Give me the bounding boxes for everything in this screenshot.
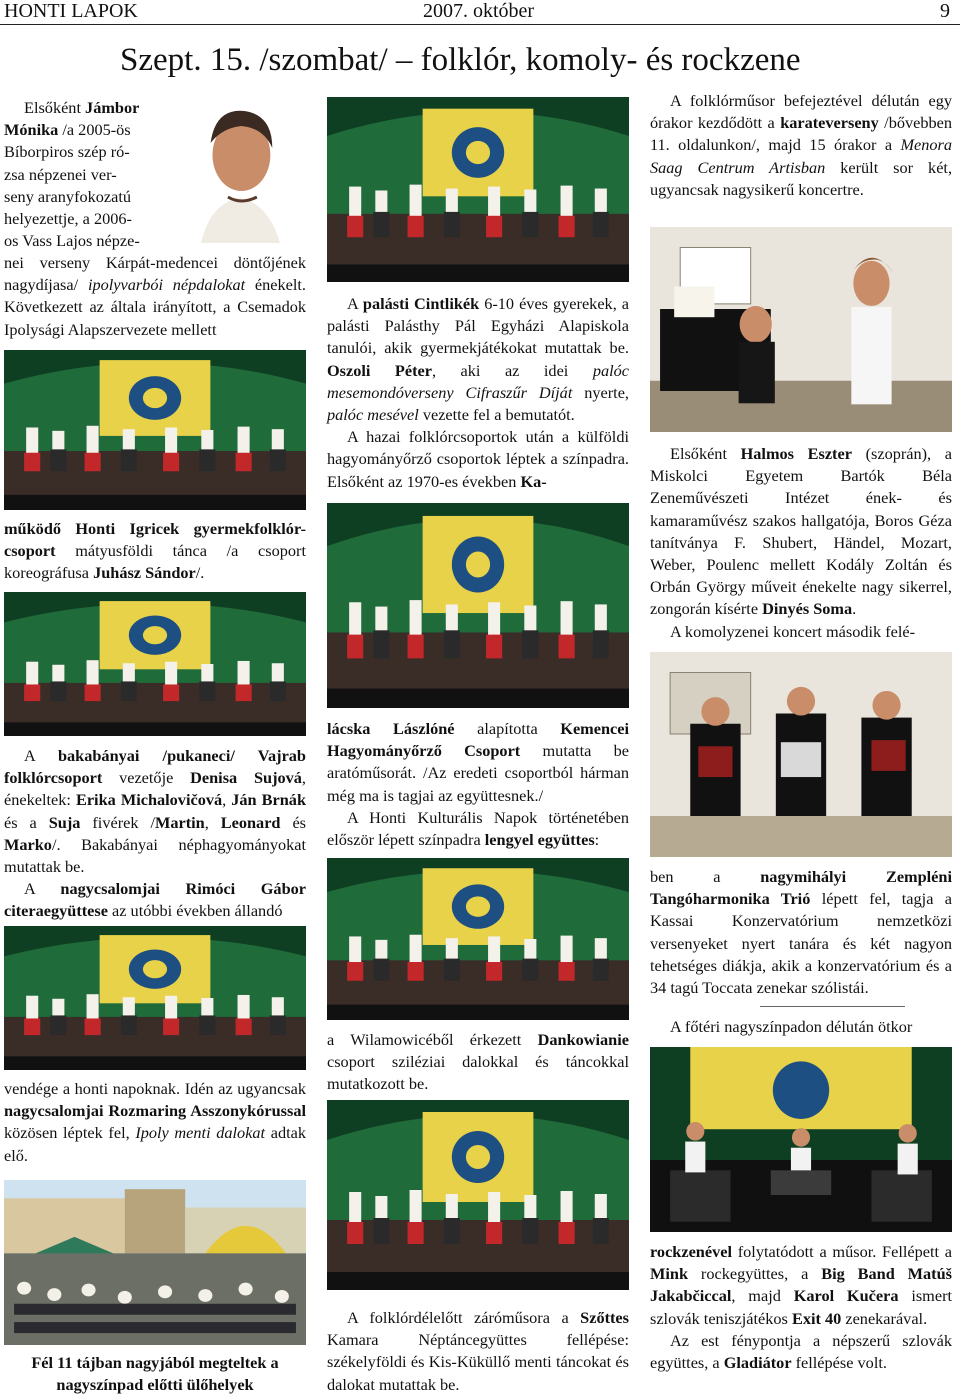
page-number: 9 — [940, 0, 950, 22]
photo-main-square-audience — [4, 1180, 306, 1345]
photo-bakabanya-group — [4, 592, 306, 736]
issue-date: 2007. október — [423, 0, 535, 22]
intro-wrap-text: Elsőként Jámbor Mónika /a 2005-ös Bíborpiros szép ró- zsa népzenei ver- seny aranyfokozatú helyezettje, a 2006- os Vass Lajos népze- — [4, 98, 140, 251]
section-divider — [760, 1006, 905, 1007]
rozmaring-text: vendége a honti napoknak. Idén az ugyancsak nagycsalomjai Rozmaring Asszonykórussal közösen léptek fel, Ipoly menti dalokat adtak elő. — [4, 1079, 306, 1165]
trio-text: ben a nagymihályi Zempléni Tangóharmonika Trió lépett fel, tagja a Kassai Konzervatórium nemzetközi versenyeket nyert tanára és két nagyon tehetséges diákja, akik a konzervatórium és a 34 tagú Toccata zenekar szólistái. — [650, 867, 952, 998]
photo-palasti-children — [327, 97, 629, 282]
bakabanya-text: A bakabányai /pukaneci/ Vajrab folklórcsoport vezetője Denisa Sujová, énekeltek: Erika Michalovičová, Ján Brnák és a Suja fivérek /Martin, Leonard és Marko/. Bakabányai néphagyományokat mutattak be. A nagycsalomjai Rimóci Gábor citeraegyüttese az utóbbi években állandó — [4, 746, 307, 921]
palasti-text: A palásti Cintlikék 6-10 éves gyerekek, a palásti Palásthy Pál Egyházi Alapiskola tanulói, akik gyermekjátékokat mutattak be. Oszoli Péter, aki az idei palóc mesemondóverseny Cifraszűr Díját nyerte, palóc mesével vezette fel a bemutatót. A hazai folklórcsoportok után a külföldi hagyományőrző csoportok léptek a színpadra. Elsőként az 1970-es években Ka- — [327, 294, 630, 491]
igricek-text: működő Honti Igricek gyermekfolklór-csoport mátyusföldi tánca /a csoport koreográfusa Juhász Sándor/. — [4, 519, 306, 583]
photo-kemencei-group — [327, 503, 629, 708]
photo-pianist-singer-image — [650, 227, 952, 432]
dankowianie-text: a Wilamowicéből érkezett Dankowianie csoport sziléziai dalokkal és táncokkal mutatkozott be. — [327, 1030, 629, 1094]
photo-honti-igricek-image — [4, 350, 306, 510]
photo-rock-band-image — [650, 1047, 952, 1232]
photo-szottes-dancers — [327, 1100, 629, 1290]
photo-rock-band — [650, 1047, 952, 1232]
photo-lengyel-group — [327, 858, 629, 1020]
intro-continued-text: nei verseny Kárpát-medencei döntőjének nagydíjasa/ ipolyvarbói népdalokat énekelt. Következett az általa irányított, a Csemadok Ipolysági Alapszervezete mellett — [4, 253, 307, 339]
photo-rimoci-citerasok — [4, 926, 306, 1070]
photo-bakabanya-group-image — [4, 592, 306, 736]
page-header — [0, 0, 960, 25]
photo-singer-portrait-image — [172, 93, 307, 243]
audience-photo-caption: Fél 11 tájban nagyjából megteltek a nagyszínpad előtti ülőhelyek — [31, 1353, 279, 1394]
article-headline: Szept. 15. /szombat/ – folklór, komoly- és rockzene — [120, 42, 801, 78]
szottes-text: A folklórdélelőtt záróműsora a Szőttes Kamara Néptáncegyüttes fellépése: székelyföldi és Kis-Küküllő menti táncokat és dalokat mutattak be. — [327, 1308, 629, 1394]
photo-lengyel-group-image — [327, 858, 629, 1020]
photo-honti-igricek — [4, 350, 306, 510]
photo-rimoci-citerasok-image — [4, 926, 306, 1070]
foteri-text: A főtéri nagyszínpadon délután ötkor — [670, 1017, 913, 1036]
photo-palasti-children-image — [327, 97, 629, 282]
photo-pianist-singer — [650, 227, 952, 432]
karate-text: A folklórműsor befejeztével délután egy órakor kezdődött a karateverseny /bővebben 11. oldalunkon/, majd 15 órakor a Menora Saag Centrum Artisban került sor két, ugyancsak nagysikerű koncertre. — [650, 91, 953, 199]
rock-text: rockzenével folytatódott a műsor. Fellépett a Mink rockegyüttes, a Big Band Matúš Jakabčiccal, majd Karol Kučera ismert szlovák teniszjátékos Exit 40 zenekarával. Az est fénypontja a népszerű szlovák együttes, a Gladiátor fellépése volt. — [650, 1242, 953, 1373]
kemencei-text: lácska Lászlóné alapította Kemencei Hagyományőrző Csoport mutatta be aratóműsorát. /Az eredeti csoportból hárman még ma is tagjai az együttesnek./ A Honti Kulturális Napok történetében először lépett színpadra lengyel együttes: — [327, 719, 629, 850]
photo-accordion-trio — [650, 652, 952, 857]
photo-kemencei-group-image — [327, 503, 629, 708]
photo-main-square-audience-image — [4, 1180, 306, 1345]
photo-accordion-trio-image — [650, 652, 952, 857]
paper-title: HONTI LAPOK — [4, 0, 138, 22]
photo-szottes-dancers-image — [327, 1100, 629, 1290]
photo-singer-portrait — [172, 93, 307, 243]
halmos-text: Elsőként Halmos Eszter (szoprán), a Miskolci Egyetem Bartók Béla Zeneművészeti Intézet ének- és kamaraművész szakos hallgatója, Boros Géza tanítványa F. Shubert, Händel, Mozart, Weber, Poulenc mellett Kodály Zoltán és Orbán György műveit énekelte nagy sikerrel, zongorán kísérte Dinyés Soma. A komolyzenei koncert második felé- — [650, 444, 952, 641]
